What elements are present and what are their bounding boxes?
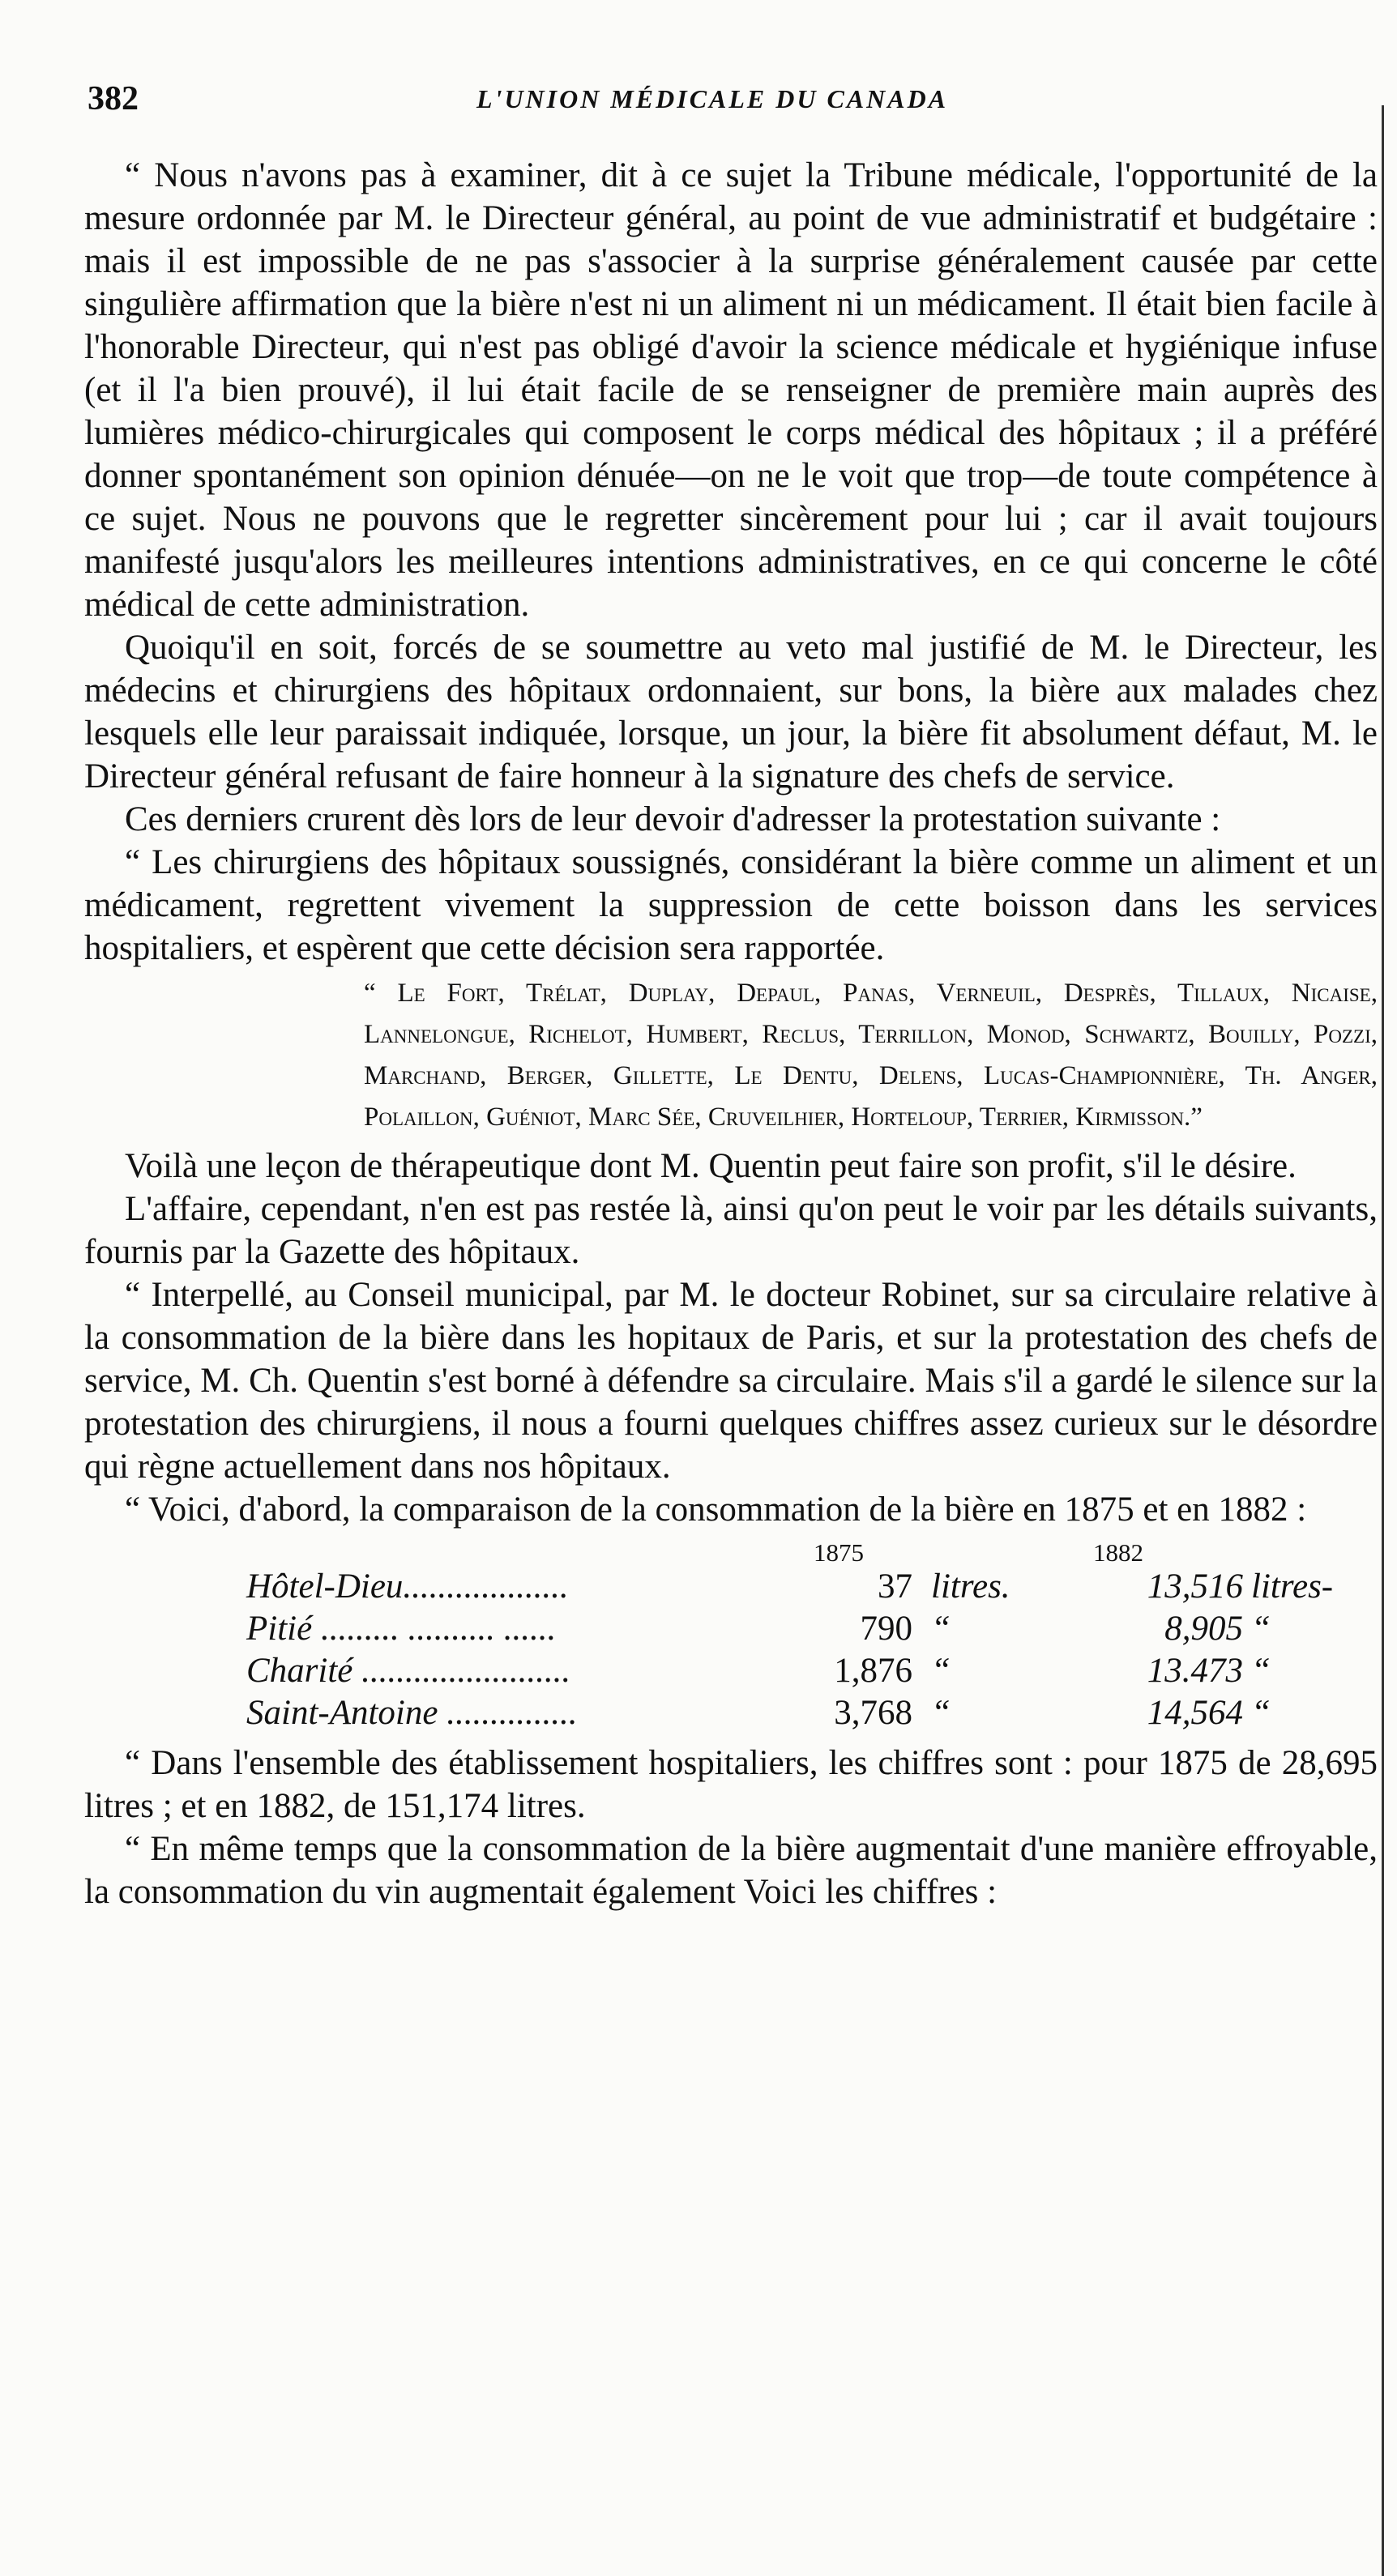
page-header: [88, 79, 1384, 128]
table-row: [84, 1691, 1381, 1737]
page-number: 382: [88, 80, 139, 117]
unit-1882: litres-: [1251, 1567, 1334, 1606]
value-1882: 8,905: [1164, 1610, 1243, 1648]
unit-1882: “: [1251, 1652, 1271, 1690]
paragraph: “ Nous n'avons pas à examiner, dit à ce sujet la Tribune médicale, l'opportunité de la mesure ordonnée par M. le Directeur général, au point de vue administratif et budgétaire : mais il est impossible de ne pas s'associer à la surprise généralement causée par cette singulière affirmation que la bière n'est ni un aliment ni un médicament. Il était bien facile à l'honorable Directeur, qui n'est pas obligé d'avoir la science médicale et hygiénique infuse (et il l'a bien prouvé), il lui était facile de se renseigner de première main auprès des lumières médico-chirurgicales qui composent le corps médical des hôpitaux ; il a préféré donner spontanément son opinion dénuée—on ne le voit que trop—de toute compétence à ce sujet. Nous ne pouvons que le regretter sincèrement pour lui ; car il avait toujours manifesté jusqu'alors les meilleures intentions administratives, en ce qui concerne le côté médical de cette administration.: [84, 156, 1378, 624]
table-row: [84, 1607, 1381, 1653]
running-head: L'UNION MÉDICALE DU CANADA: [476, 84, 949, 113]
paragraph: “ En même temps que la consommation de la bière augmentait d'une manière effroyable, la consommation du vin augmentait également Voici les chiffres :: [84, 1830, 1378, 1911]
paragraph: “ Voici, d'abord, la comparaison de la consommation de la bière en 1875 et en 1882 :: [125, 1491, 1307, 1529]
margin-rule: [1382, 105, 1384, 2576]
signatures: “ Le Fort, Trélat, Duplay, Depaul, Panas, Verneuil, Desprès, Tillaux, Nicaise, Lannelongue, Richelot, Humbert, Reclus, Terrillon, Monod, Schwartz, Bouilly, Pozzi, Marchand, Berger, Gillette, Le Dentu, Delens, Lucas-Championnière, Th. Anger, Polaillon, Guéniot, Marc Sée, Cruveilhier, Horteloup, Terrier, Kirmisson.”: [364, 979, 1378, 1132]
hospital-name: Pitié ......... .......... ......: [246, 1610, 557, 1648]
year-header-1882: 1882: [1093, 1538, 1143, 1567]
hospital-name: Hôtel-Dieu...................: [246, 1567, 569, 1606]
value-1882: 14,564: [1147, 1694, 1243, 1732]
value-1875: 1,876: [834, 1652, 912, 1690]
unit-1875: litres.: [931, 1567, 1010, 1606]
value-1875: 790: [860, 1610, 912, 1648]
table-row: [84, 1649, 1381, 1695]
body-text: [84, 154, 1378, 1913]
unit-1875: “: [931, 1610, 951, 1648]
protest-quote: “ Les chirurgiens des hôpitaux soussignés, considérant la bière comme un aliment et un médicament, regrettent vivement la suppression de cette boisson dans les services hospitaliers, et espèrent que cette décision sera rapportée.: [84, 843, 1378, 967]
table-row: [84, 1565, 1381, 1610]
year-header-1875: 1875: [814, 1538, 864, 1567]
paragraph: “ Interpellé, au Conseil municipal, par M. le docteur Robinet, sur sa circulaire relative à la consommation de la bière dans les hopitaux de Paris, et sur la protestation des chefs de service, M. Ch. Quentin s'est borné à défendre sa circulaire. Mais s'il a gardé le silence sur la protestation des chirurgiens, il nous a fourni quelques chiffres assez curieux sur le désordre qui règne actuellement dans nos hôpitaux.: [84, 1276, 1378, 1486]
consumption-table: [84, 1531, 1378, 1732]
unit-1882: “: [1251, 1694, 1271, 1732]
unit-1875: “: [931, 1694, 951, 1732]
hospital-name: Saint-Antoine ...............: [246, 1694, 578, 1732]
paragraph: “ Dans l'ensemble des établissement hospitaliers, les chiffres sont : pour 1875 de 28,695 litres ; et en 1882, de 151,174 litres.: [84, 1744, 1378, 1825]
paragraph: L'affaire, cependant, n'en est pas restée là, ainsi qu'on peut le voir par les détails suivants, fournis par la Gazette des hôpitaux.: [84, 1190, 1378, 1271]
value-1882: 13.473: [1147, 1652, 1243, 1690]
value-1875: 3,768: [834, 1694, 912, 1732]
value-1875: 37: [878, 1567, 912, 1606]
unit-1882: “: [1251, 1610, 1271, 1648]
paragraph: Voilà une leçon de thérapeutique dont M. Quentin peut faire son profit, s'il le désire.: [125, 1147, 1297, 1185]
paragraph: Ces derniers crurent dès lors de leur devoir d'adresser la protestation suivante :: [125, 800, 1221, 838]
unit-1875: “: [931, 1652, 951, 1690]
paragraph: Quoiqu'il en soit, forcés de se soumettre au veto mal justifié de M. le Directeur, les médecins et chirurgiens des hôpitaux ordonnaient, sur bons, la bière aux malades chez lesquels elle leur paraissait indiquée, lorsque, un jour, la bière fit absolument défaut, M. le Directeur général refusant de faire honneur à la signature des chefs de service.: [84, 629, 1378, 795]
hospital-name: Charité ........................: [246, 1652, 571, 1690]
value-1882: 13,516: [1147, 1567, 1243, 1606]
